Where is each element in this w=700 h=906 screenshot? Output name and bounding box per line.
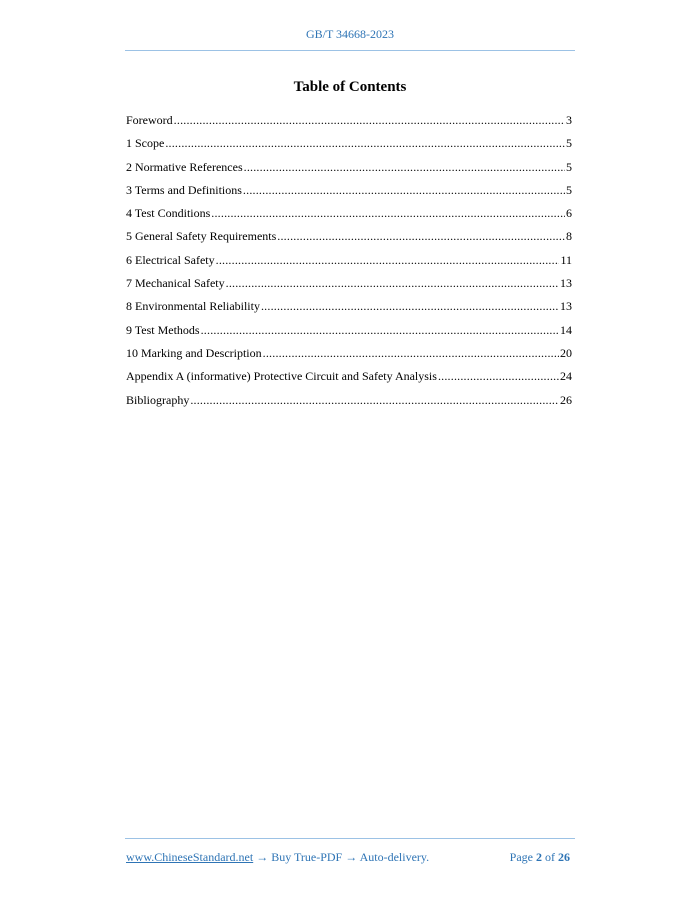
auto-delivery-text: Auto-delivery. bbox=[359, 850, 430, 864]
toc-leader-dots bbox=[263, 345, 559, 361]
toc-leader-dots bbox=[438, 368, 559, 384]
toc-entry-general-safety[interactable] bbox=[126, 228, 572, 251]
toc-entry-mechanical-safety[interactable] bbox=[126, 275, 572, 298]
page-current: 2 bbox=[536, 850, 542, 864]
toc-entry-page: 5 bbox=[566, 159, 572, 174]
toc-entry-label: 5 General Safety Requirements bbox=[126, 229, 277, 244]
toc-entry-page: 5 bbox=[566, 136, 572, 151]
toc-leader-dots bbox=[216, 252, 560, 268]
buy-true-pdf-link[interactable]: Buy True-PDF bbox=[271, 850, 343, 864]
toc-leader-dots bbox=[165, 135, 565, 151]
toc-leader-dots bbox=[190, 392, 559, 408]
toc-entry-label: Appendix A (informative) Protective Circuit and Safety Analysis bbox=[126, 369, 437, 384]
toc-entry-label: 6 Electrical Safety bbox=[126, 252, 215, 267]
header-divider bbox=[125, 50, 575, 51]
toc-leader-dots bbox=[211, 205, 565, 221]
toc-entry-appendix-a[interactable] bbox=[126, 368, 572, 391]
toc-entry-label: 9 Test Methods bbox=[126, 322, 200, 337]
toc-entry-page: 24 bbox=[560, 369, 572, 384]
toc-entry-scope[interactable] bbox=[126, 135, 572, 158]
toc-entry-label: 8 Environmental Reliability bbox=[126, 299, 260, 314]
toc-entry-electrical-safety[interactable] bbox=[126, 252, 572, 275]
toc-entry-environmental-reliability[interactable] bbox=[126, 298, 572, 321]
footer-divider bbox=[125, 838, 575, 839]
toc-entry-label: 2 Normative References bbox=[126, 159, 243, 174]
website-link[interactable]: www.ChineseStandard.net bbox=[126, 850, 254, 864]
toc-leader-dots bbox=[226, 275, 559, 291]
toc-entry-label: 3 Terms and Definitions bbox=[126, 182, 242, 197]
toc-entry-marking-description[interactable] bbox=[126, 345, 572, 368]
toc-entry-page: 14 bbox=[560, 322, 572, 337]
toc-entry-label: 1 Scope bbox=[126, 136, 165, 151]
toc-leader-dots bbox=[174, 112, 565, 128]
toc-leader-dots bbox=[243, 182, 565, 198]
of-word: of bbox=[545, 850, 555, 864]
arrow-right-icon: → bbox=[345, 850, 358, 864]
page-title: Table of Contents bbox=[293, 79, 407, 95]
footer-promo bbox=[126, 850, 429, 865]
toc-leader-dots bbox=[277, 228, 565, 244]
table-of-contents bbox=[126, 112, 572, 415]
toc-entry-label: Foreword bbox=[126, 113, 173, 127]
toc-leader-dots bbox=[244, 159, 565, 175]
toc-leader-dots bbox=[201, 322, 559, 338]
page-number bbox=[510, 850, 570, 865]
toc-entry-foreword[interactable] bbox=[126, 112, 572, 135]
toc-entry-page: 26 bbox=[560, 392, 572, 407]
toc-entry-label: 4 Test Conditions bbox=[126, 206, 211, 221]
page-word: Page bbox=[509, 850, 533, 864]
toc-entry-test-conditions[interactable] bbox=[126, 205, 572, 228]
page-header: GB/T 34668-2023 bbox=[305, 27, 395, 41]
toc-entry-page: 6 bbox=[566, 206, 572, 221]
toc-entry-bibliography[interactable] bbox=[126, 392, 572, 415]
toc-entry-page: 13 bbox=[560, 276, 572, 291]
toc-entry-label: Bibliography bbox=[126, 392, 190, 407]
toc-entry-page: 13 bbox=[560, 299, 572, 314]
toc-leader-dots bbox=[261, 298, 559, 314]
toc-entry-label: 10 Marking and Description bbox=[126, 345, 262, 360]
toc-entry-page: 11 bbox=[560, 252, 572, 267]
toc-entry-page: 3 bbox=[566, 113, 572, 127]
toc-entry-terms-definitions[interactable] bbox=[126, 182, 572, 205]
toc-entry-page: 5 bbox=[566, 182, 572, 197]
arrow-right-icon: → bbox=[256, 850, 269, 864]
toc-entry-test-methods[interactable] bbox=[126, 322, 572, 345]
toc-entry-normative-references[interactable] bbox=[126, 159, 572, 182]
page-total: 26 bbox=[558, 850, 570, 864]
toc-entry-page: 8 bbox=[566, 229, 572, 244]
toc-entry-page: 20 bbox=[560, 345, 572, 360]
toc-entry-label: 7 Mechanical Safety bbox=[126, 276, 225, 291]
